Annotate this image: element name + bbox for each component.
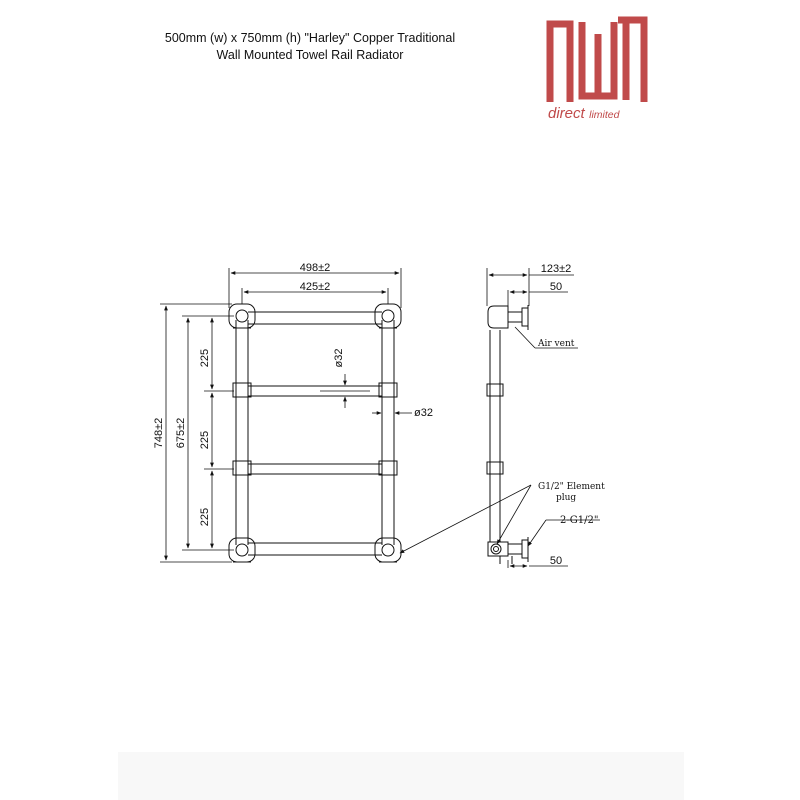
dim-centre-width: 425±2 [299, 281, 331, 293]
front-right-tube [382, 320, 394, 545]
front-left-tube [236, 320, 248, 545]
dim-overall-width: 498±2 [299, 262, 331, 274]
dim-spacing-1: 225 [199, 348, 211, 368]
label-connection: 2-G1/2" [560, 515, 599, 526]
front-view [229, 304, 401, 562]
front-corner-elbows [229, 304, 401, 562]
logo-sub-small: limited [589, 109, 620, 121]
label-air-vent: Air vent [538, 339, 575, 349]
dim-tube-diameter: ø32 [414, 407, 433, 419]
title-line-1: 500mm (w) x 750mm (h) "Harley" Copper Traditional [164, 31, 456, 45]
dim-bar-diameter: ø32 [333, 348, 345, 368]
dim-overall-height: 748±2 [153, 417, 165, 449]
dim-spacing-2: 225 [199, 430, 211, 450]
title-line-2: Wall Mounted Towel Rail Radiator [216, 48, 404, 62]
logo-sub-main: direct [548, 105, 585, 122]
front-collars [233, 383, 397, 475]
front-top-rail [248, 312, 382, 324]
footer-band [118, 752, 684, 800]
front-bottom-rail [248, 543, 382, 555]
dim-centre-height: 675±2 [175, 417, 187, 449]
dim-side-depth-top: 50 [549, 281, 563, 293]
front-wall-brackets [233, 328, 397, 562]
label-element-plug-1: G1/2" Element [538, 482, 605, 492]
label-element-plug-2: plug [556, 493, 577, 503]
dim-side-depth-bottom: 50 [549, 555, 563, 567]
front-rail-3 [248, 464, 382, 474]
dim-spacing-3: 225 [199, 507, 211, 527]
dim-side-depth: 123±2 [540, 263, 572, 275]
